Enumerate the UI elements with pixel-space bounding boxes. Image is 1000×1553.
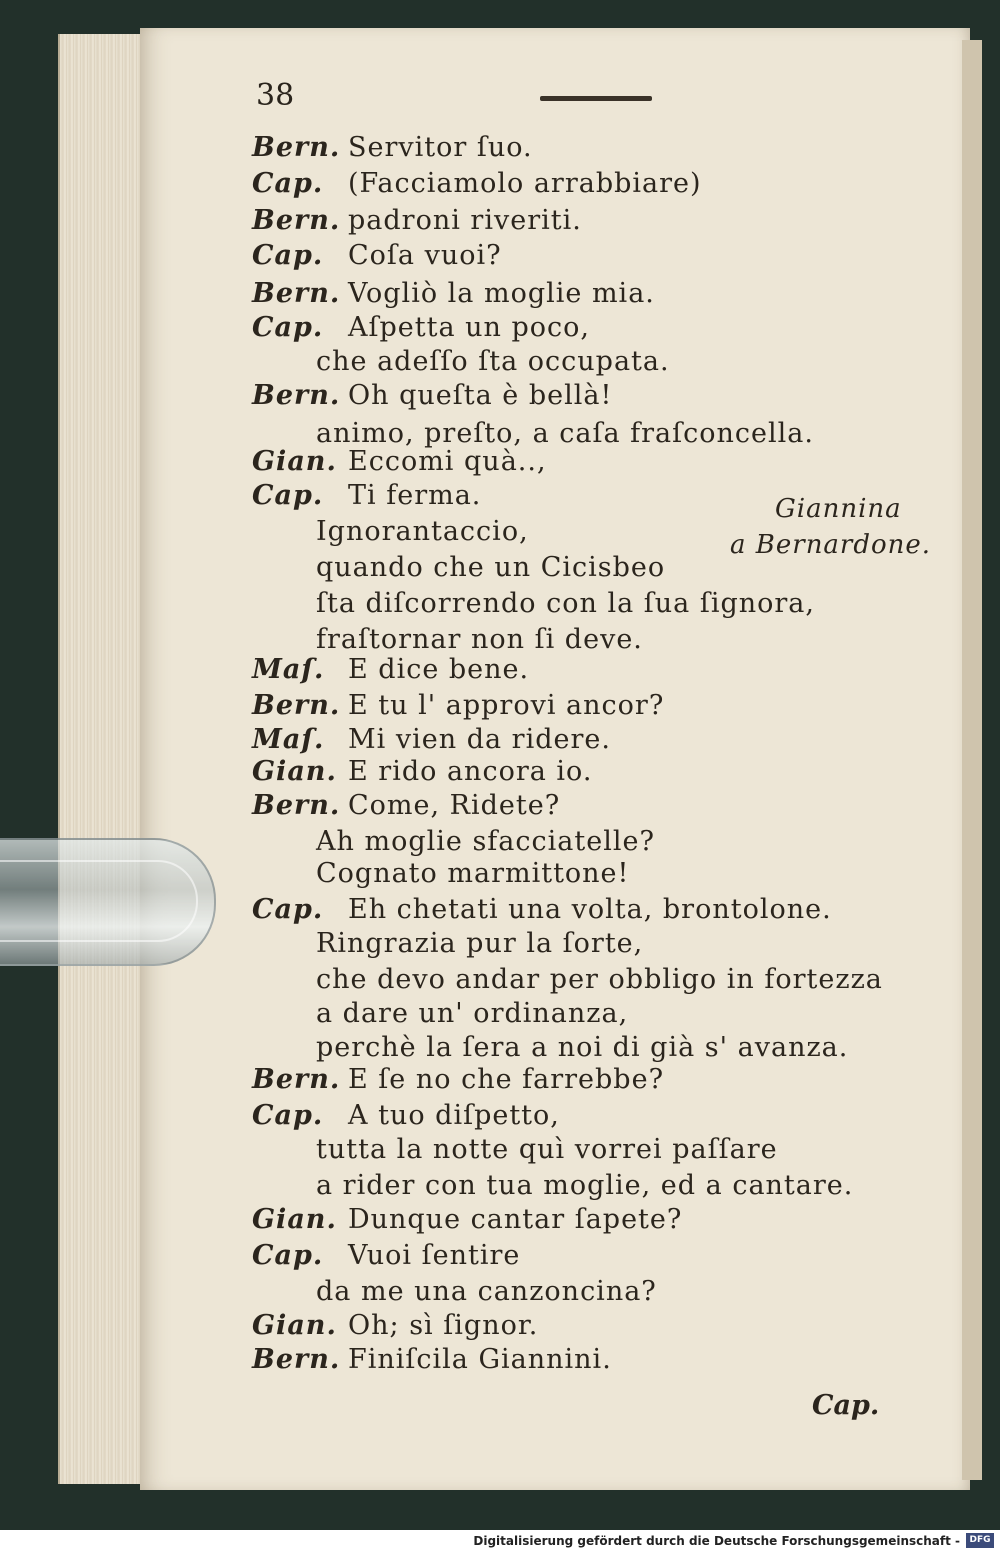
glass-page-clip-highlight <box>0 860 198 942</box>
dfg-logo: DFG <box>966 1533 994 1548</box>
dialogue-line <box>252 168 702 199</box>
speaker-name: Cap. <box>252 1240 324 1271</box>
footer-credit: Digitalisierung gefördert durch die Deutsche Forschungsgemeinschaft - <box>473 1534 960 1548</box>
line-text: padroni riveriti. <box>348 205 582 236</box>
speaker-name: Cap. <box>252 240 324 271</box>
speaker-name: Cap. <box>252 312 324 343</box>
line-text: Coſa vuoi? <box>348 240 502 271</box>
page-number: 38 <box>256 78 295 113</box>
dialogue-line <box>252 1344 612 1375</box>
line-text: perchè la ſera a noi di già s' avanza. <box>316 1032 849 1063</box>
line-text: A tuo diſpetto, <box>348 1100 560 1131</box>
speaker-name: Cap. <box>252 168 324 199</box>
speaker-name: Bern. <box>252 690 341 721</box>
line-text: Vuoi ſentire <box>348 1240 521 1271</box>
line-text: a dare un' ordinanza, <box>316 998 629 1029</box>
dialogue-line <box>252 446 547 477</box>
footer-bar <box>0 1530 1000 1553</box>
dialogue-line <box>252 894 832 925</box>
line-text: che adeſſo ſta occupata. <box>316 346 670 377</box>
speaker-name: Bern. <box>252 1344 341 1375</box>
page-edges <box>58 34 150 1484</box>
dialogue-line <box>252 690 664 721</box>
dialogue-line <box>316 1134 778 1165</box>
line-text: a rider con tua moglie, ed a cantare. <box>316 1170 854 1201</box>
line-text: Mi vien da ridere. <box>348 724 611 755</box>
dialogue-line <box>252 380 612 411</box>
line-text: Finiſcila Giannini. <box>348 1344 612 1375</box>
line-text: E ſe no che farrebbe? <box>348 1064 665 1095</box>
line-text: quando che un Cicisbeo <box>316 552 666 583</box>
line-text: che devo andar per obbligo in fortezza <box>316 964 883 995</box>
facing-page-edge <box>962 40 982 1480</box>
line-text: Eccomi quà.., <box>348 446 547 477</box>
speaker-name: Cap. <box>252 894 324 925</box>
dialogue-line <box>252 205 582 236</box>
dialogue-line <box>252 278 655 309</box>
speaker-name: Bern. <box>252 790 341 821</box>
speaker-name: Gian. <box>252 446 337 477</box>
speaker-name: Bern. <box>252 380 341 411</box>
speaker-name: Gian. <box>252 1310 337 1341</box>
line-text: Oh; sì ſignor. <box>348 1310 539 1341</box>
line-text: Oh queſta è bellà! <box>348 380 613 411</box>
catchword: Cap. <box>812 1390 880 1421</box>
dialogue-line <box>252 1204 682 1235</box>
header-rule <box>540 96 652 101</box>
line-text: E rido ancora io. <box>348 756 593 787</box>
dialogue-line <box>316 998 628 1029</box>
speaker-name: Maſ. <box>252 724 325 755</box>
dialogue-line <box>316 418 814 449</box>
line-text: Ignorantaccio, <box>316 516 529 547</box>
dialogue-line <box>252 480 481 511</box>
speaker-name: Gian. <box>252 1204 337 1235</box>
dialogue-line <box>252 1064 664 1095</box>
line-text: Vogliò la moglie mia. <box>348 278 655 309</box>
line-text: tutta la notte quì vorrei paſſare <box>316 1134 778 1165</box>
speaker-name: Cap. <box>252 480 324 511</box>
dialogue-line <box>252 312 590 343</box>
dialogue-line <box>252 724 611 755</box>
dialogue-line <box>316 826 655 857</box>
dialogue-line <box>252 756 592 787</box>
dialogue-line <box>316 552 665 583</box>
line-text: fraſtornar non ſi deve. <box>316 624 643 655</box>
line-text: animo, preſto, a caſa fraſconcella. <box>316 418 814 449</box>
stage-direction-line-2: a Bernardone. <box>730 530 932 560</box>
dialogue-line <box>316 346 670 377</box>
dialogue-line <box>252 1100 560 1131</box>
dialogue-line <box>316 588 815 619</box>
line-text: Servitor ſuo. <box>348 132 533 163</box>
stage-direction-line-1: Giannina <box>775 494 902 524</box>
dialogue-line <box>252 1240 520 1271</box>
line-text: ſta diſcorrendo con la ſua ſignora, <box>316 588 815 619</box>
dialogue-line <box>316 516 529 547</box>
speaker-name: Maſ. <box>252 654 325 685</box>
line-text: Come, Ridete? <box>348 790 561 821</box>
line-text: Aſpetta un poco, <box>348 312 590 343</box>
speaker-name: Cap. <box>252 1100 324 1131</box>
dialogue-line <box>252 1310 538 1341</box>
line-text: Dunque cantar ſapete? <box>348 1204 683 1235</box>
line-text: da me una canzoncina? <box>316 1276 657 1307</box>
dialogue-line <box>316 1276 657 1307</box>
speaker-name: Bern. <box>252 205 341 236</box>
dialogue-line <box>316 1170 853 1201</box>
speaker-name: Bern. <box>252 1064 341 1095</box>
line-text: Eh chetati una volta, brontolone. <box>348 894 832 925</box>
line-text: Ti ferma. <box>348 480 482 511</box>
line-text: E dice bene. <box>348 654 530 685</box>
dialogue-line <box>252 240 502 271</box>
dialogue-line <box>252 132 533 163</box>
dialogue-line <box>316 1032 848 1063</box>
speaker-name: Bern. <box>252 132 341 163</box>
speaker-name: Bern. <box>252 278 341 309</box>
line-text: Ah moglie sfacciatelle? <box>316 826 655 857</box>
dialogue-line <box>252 654 529 685</box>
speaker-name: Gian. <box>252 756 337 787</box>
dialogue-line <box>316 964 883 995</box>
dialogue-line <box>316 858 629 889</box>
dialogue-line <box>252 790 560 821</box>
line-text: Ringrazia pur la ſorte, <box>316 928 644 959</box>
dialogue-line <box>316 624 643 655</box>
line-text: Cognato marmittone! <box>316 858 630 889</box>
dialogue-line <box>316 928 643 959</box>
line-text: E tu l' approvi ancor? <box>348 690 665 721</box>
line-text: (Facciamolo arrabbiare) <box>348 168 702 199</box>
